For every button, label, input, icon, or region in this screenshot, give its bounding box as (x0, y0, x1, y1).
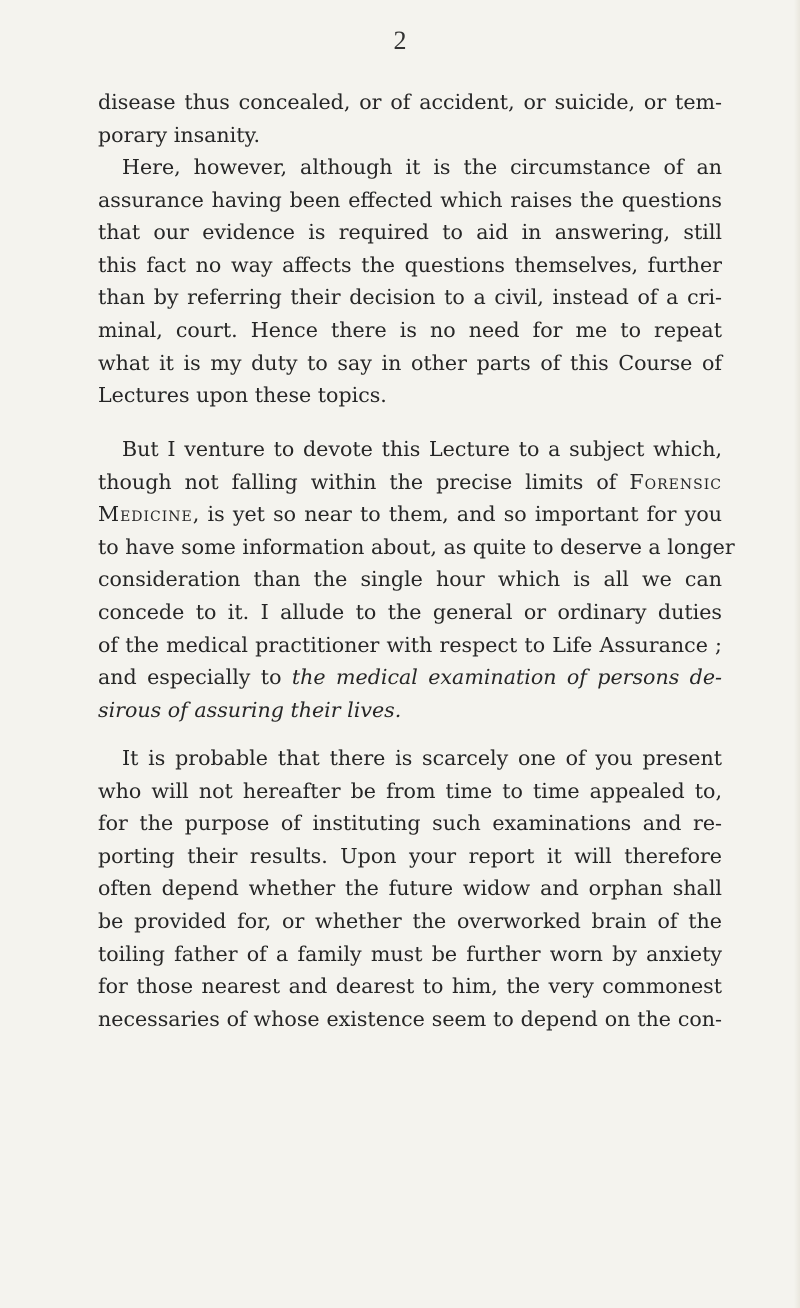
paragraph-4 (98, 742, 722, 1035)
paragraph-1 (98, 86, 722, 151)
paragraph-2 (98, 151, 722, 412)
text-fragment: though not falling within the precise limits of (98, 469, 630, 494)
text-line: minal, court. Hence there is no need for me to repeat (98, 317, 722, 342)
text-line: this fact no way affects the questions themselves, further (98, 252, 722, 277)
text-line: for those nearest and dearest to him, the very commonest (98, 974, 722, 999)
text-line (98, 466, 722, 499)
text-line: necessaries of whose existence seem to depend on the con- (98, 1006, 722, 1031)
text-fragment: and especially to (98, 665, 292, 690)
italic-phrase: sirous of assuring their lives. (98, 697, 402, 722)
text-fragment: , is yet so near to them, and so important for you (192, 502, 722, 527)
text-line (98, 498, 722, 531)
text-line: But I venture to devote this Lecture to a subject which, (122, 437, 722, 461)
text-line: what it is my duty to say in other parts of this Course of (98, 350, 722, 375)
text-line: assurance having been effected which raises the questions (98, 187, 722, 212)
text-line: porting their results. Upon your report it will therefore (98, 843, 722, 868)
text-line: disease thus concealed, or of accident, or suicide, or tem- (98, 90, 722, 114)
paragraph-3 (98, 433, 735, 726)
text-line: porary insanity. (98, 122, 260, 147)
text-line: It is probable that there is scarcely one of you present (122, 746, 722, 770)
text-line: toiling father of a family must be further worn by anxiety (98, 941, 722, 966)
page-number: 2 (393, 26, 407, 55)
text-line: consideration than the single hour which is all we can (98, 567, 722, 592)
italic-phrase: the medical examination of persons de- (291, 665, 722, 690)
medicine-term: Medicine (98, 502, 193, 527)
text-line: for the purpose of instituting such examinations and re- (98, 811, 722, 836)
text-line: Lectures upon these topics. (98, 383, 387, 408)
text-line: concede to it. I allude to the general or ordinary duties (98, 599, 722, 624)
text-line: be provided for, or whether the overworked brain of the (98, 908, 722, 933)
text-line: that our evidence is required to aid in answering, still (98, 220, 722, 245)
text-line: Here, however, although it is the circumstance of an (122, 155, 722, 179)
text-line: of the medical practitioner with respect to Life Assurance ; (98, 632, 722, 657)
page-edge-shadow (794, 0, 800, 1308)
forensic-term: Forensic (629, 469, 722, 494)
text-line: to have some information about, as quite to deserve a longer (98, 534, 735, 559)
text-line (98, 661, 722, 694)
text-line: than by referring their decision to a civil, instead of a cri- (98, 285, 722, 310)
text-line: who will not hereafter be from time to time appealed to, (98, 778, 722, 803)
text-line: often depend whether the future widow and orphan shall (98, 876, 722, 901)
